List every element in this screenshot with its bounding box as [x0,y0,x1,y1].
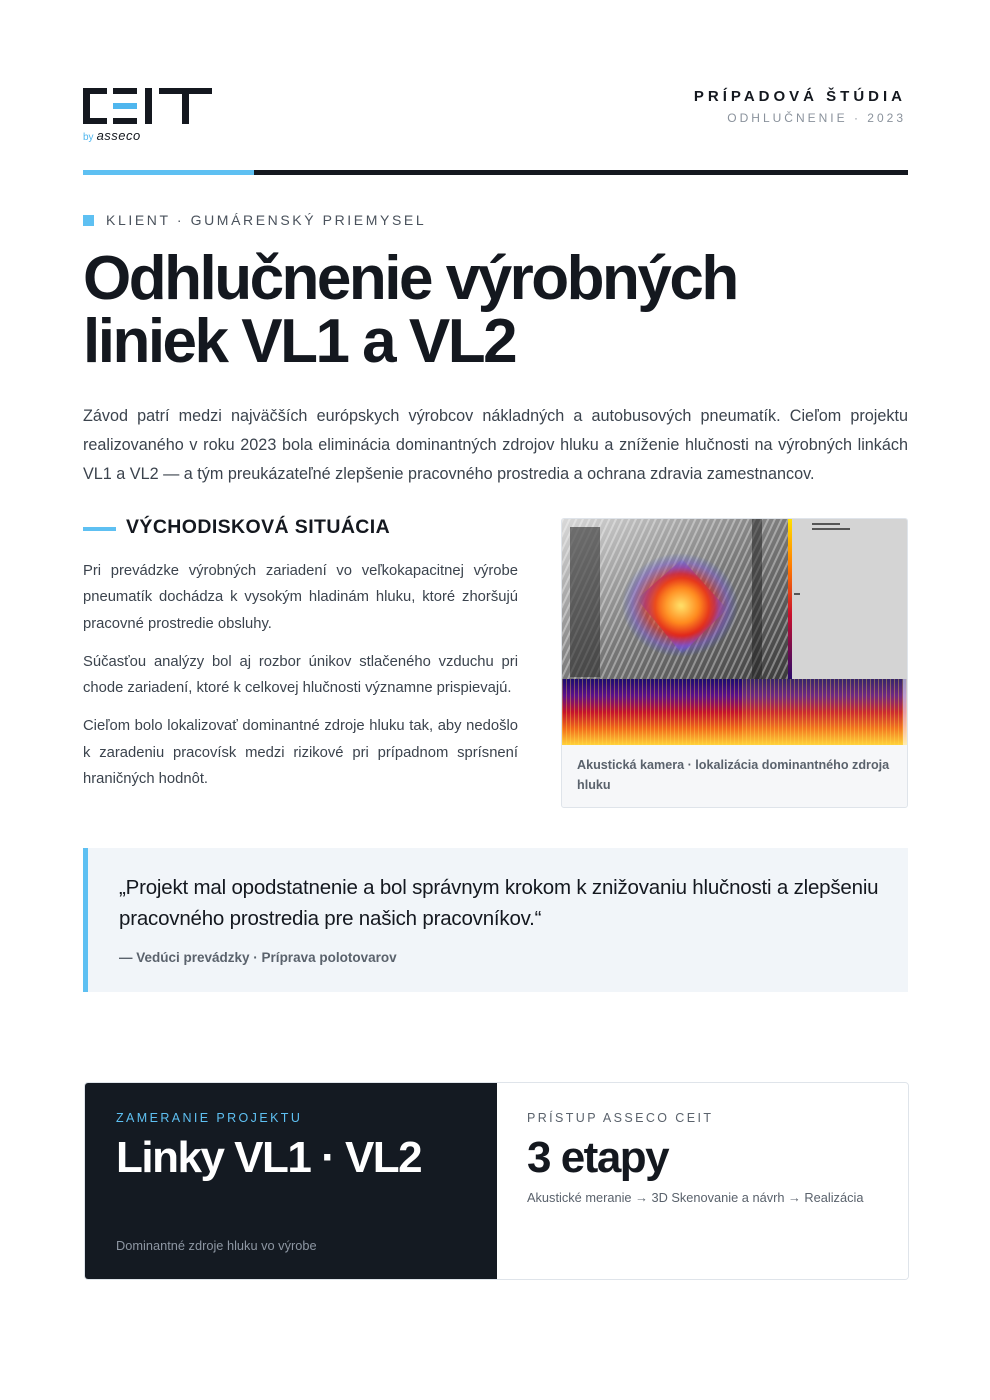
title-line-1: Odhlučnenie výrobných [83,244,737,313]
figure-caption: Akustická kamera · lokalizácia dominantného zdroja hluku [577,758,890,792]
approach-card [497,1083,908,1279]
header-rule [254,170,908,175]
focus-note: Dominantné zdroje hluku vo výrobe [116,1238,317,1253]
approach-value: 3 etapy [527,1133,669,1182]
ceit-logo [83,86,223,146]
quote-author: — Vedúci prevádzky · Príprava polotovarov [119,950,397,965]
document-subtitle: ODHLUČNENIE · 2023 [727,111,906,125]
logo-subtitle [83,128,141,143]
client-kicker: KLIENT · GUMÁRENSKÝ PRIEMYSEL [106,212,427,228]
logo-parent: asseco [96,128,141,143]
section-paragraph: Súčasťou analýzy bol aj rozbor únikov stlačeného vzduchu pri chode zariadení, ktoré k celkovej hlučnosti významne prispievajú. [83,653,518,697]
section-accent-line [83,527,116,531]
focus-card [85,1083,497,1279]
kicker-square-icon [83,215,94,226]
logo-by: by [83,132,94,143]
focus-value: Linky VL1 · VL2 [116,1133,422,1182]
section-body [83,558,518,804]
header-rule-accent [83,170,254,175]
page-title [83,244,923,376]
section-paragraph: Cieľom bolo lokalizovať dominantné zdroje hluku tak, aby nedošlo k zaradeniu pracovísk medzi rizikové pri prípadnom sprísnení hraničných hodnôt. [83,718,518,788]
acoustic-camera-figure [561,518,908,808]
summary-cards [84,1082,909,1280]
approach-label: PRÍSTUP ASSECO CEIT [527,1111,714,1125]
section-heading: VÝCHODISKOVÁ SITUÁCIA [126,516,391,538]
intro-paragraph: Závod patrí medzi najväčších európskych výrobcov nákladných a autobusových pneumatík. Cieľom projektu realizovaného v roku 2023 bola eliminácia dominantných zdrojov hluku a zníženie hlučnosti na výrobných linkách VL1 a VL2 — a tým preukázateľné zlepšenie pracovného prostredia a ochrana zdravia zamestnancov. [83,407,908,483]
quote-text: „Projekt mal opodstatnenie a bol správnym krokom k znižovaniu hlučnosti a zlepšeniu pracovného prostredia pre našich pracovníkov.“ [119,876,879,930]
testimonial-quote [83,848,908,992]
ceit-logo-mark [83,86,213,126]
approach-note: Akustické meranie → 3D Skenovanie a návrh → Realizácia [527,1190,864,1205]
quote-accent-bar [83,848,88,992]
acoustic-camera-image [562,519,907,745]
title-line-2: liniek VL1 a VL2 [83,307,516,376]
section-paragraph: Pri prevádzke výrobných zariadení vo veľkokapacitnej výrobe pneumatík dochádza k vysokým hladinám hluku, ktoré zhoršujú pracovné prostredie obsluhy. [83,563,518,632]
focus-label: ZAMERANIE PROJEKTU [116,1111,303,1125]
document-type: PRÍPADOVÁ ŠTÚDIA [693,88,906,105]
